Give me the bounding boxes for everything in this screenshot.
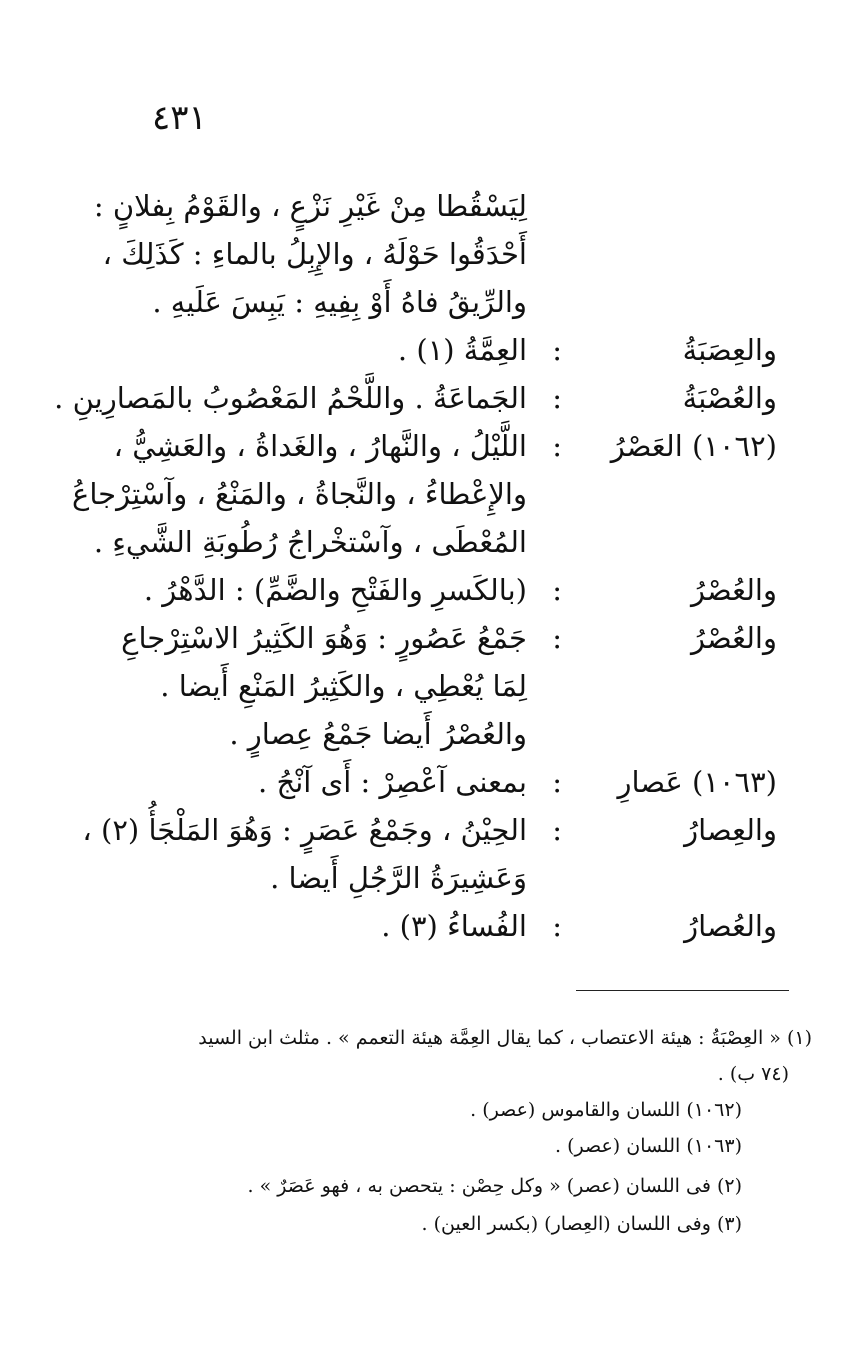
dictionary-entry [77, 758, 777, 806]
text-line: أَحْدَقُوا حَوْلَهُ ، والإِبِلُ بالماءِ : كَذَلِكَ ، [102, 237, 527, 271]
entry-definition: الحِيْنُ ، وجَمْعُ عَصَرٍ : وَهُوَ المَلْجَأُ (٢) ، [82, 813, 527, 847]
entry-colon: : [552, 573, 562, 607]
footnote: (١٠٦٣) اللسان (عصر) . [555, 1135, 742, 1157]
dictionary-entry [77, 614, 777, 662]
entry-definition: بمعنى آعْصِرْ : أَى آنْجُ . [258, 765, 527, 799]
entry-definition: العِمَّةُ (١) . [397, 333, 527, 367]
entry-headword: والعِصَبَةُ [682, 333, 777, 367]
text-line: لِيَسْقُطا مِنْ غَيْرِ نَزْعٍ ، والقَوْمُ بِفلانٍ : [93, 189, 527, 223]
entry-colon: : [552, 381, 562, 415]
entry-colon: : [552, 813, 562, 847]
footnote: (٣) وفى اللسان (العِصار) (بكسر العين) . [421, 1213, 742, 1235]
entry-colon: : [552, 765, 562, 799]
entry-headword: (١٠٦٢) العَصْرُ [610, 429, 777, 463]
entry-colon: : [552, 429, 562, 463]
entry-headword: والعُصْرُ [690, 621, 777, 655]
entry-definition-continued: والعُصْرُ أَيضا جَمْعُ عِصارٍ . [229, 717, 527, 751]
entry-colon: : [552, 621, 562, 655]
dictionary-entry [77, 902, 777, 950]
dictionary-entry [77, 422, 777, 470]
entry-definition: الجَماعَةُ . واللَّحْمُ المَعْصُوبُ بالمَصارِينِ . [54, 381, 527, 415]
entry-definition-continued: المُعْطَى ، وآسْتخْراجُ رُطُوبَةِ الشَّيءِ . [93, 525, 527, 559]
entry-definition-continued: لِمَا يُعْطِي ، والكَثِيرُ المَنْعِ أَيضا . [160, 669, 527, 703]
dictionary-entry [77, 566, 777, 614]
entry-colon: : [552, 333, 562, 367]
entry-definition: اللَّيْلُ ، والنَّهارُ ، والغَداةُ ، والعَشِيُّ ، [113, 429, 527, 463]
text-line: والرِّيقُ فاهُ أَوْ بِفِيهِ : يَبِسَ عَلَيهِ . [152, 285, 527, 319]
entry-headword: والعِصارُ [684, 813, 777, 847]
dictionary-entry [54, 374, 777, 422]
entry-definition: الفُساءُ (٣) . [381, 909, 527, 943]
entry-definition-continued: وَعَشِيرَةُ الرَّجُلِ أَيضا . [270, 861, 527, 895]
page-number: ٤٣١ [152, 98, 207, 138]
dictionary-entry [77, 806, 777, 854]
entry-colon: : [552, 909, 562, 943]
entry-headword: والعُصْبَةُ [682, 381, 777, 415]
footnote: (٢) فى اللسان (عصر) « وكل حِصْن : يتحصن به ، فهو عَصَرٌ » . [247, 1175, 742, 1197]
entry-headword: والعُصْرُ [690, 573, 777, 607]
entry-headword: والعُصارُ [684, 909, 777, 943]
footnote: (١٠٦٢) اللسان والقاموس (عصر) . [470, 1099, 742, 1121]
entry-headword: (١٠٦٣) عَصارِ [617, 765, 777, 799]
footnote-divider [576, 990, 789, 991]
footnote: (١) « العِصْبَةُ : هيئة الاعتصاب ، كما يقال العِمَّة هيئة التعمم » . مثلث ابن السيد [198, 1027, 812, 1049]
entry-definition: جَمْعُ عَصُورٍ : وَهُوَ الكَثِيرُ الاسْتِرْجاعِ [121, 621, 527, 655]
entry-definition-continued: والإِعْطاءُ ، والنَّجاةُ ، والمَنْعُ ، وآسْتِرْجاعُ [72, 477, 527, 511]
footnote: (٧٤ ب) . [717, 1063, 789, 1085]
dictionary-entry [77, 326, 777, 374]
entry-definition: (بالكَسرِ والفَتْحِ والضَّمِّ) : الدَّهْرُ . [143, 573, 527, 607]
